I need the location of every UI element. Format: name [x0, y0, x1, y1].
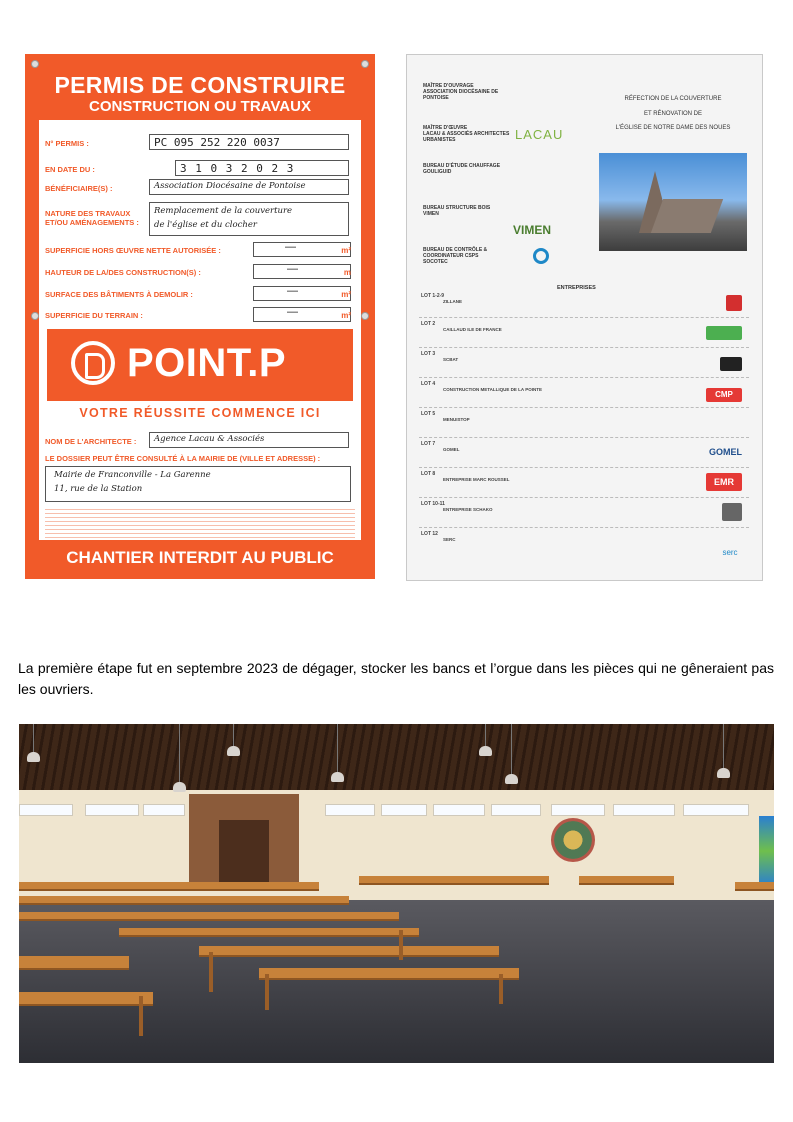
- measure-box: [253, 264, 351, 279]
- project-role: [423, 205, 513, 217]
- window: [491, 804, 541, 816]
- pointp-slogan: VOTRE RÉUSSITE COMMENCE ICI: [79, 406, 321, 420]
- role-company: VIMEN: [423, 211, 439, 217]
- divider: [419, 347, 749, 348]
- lot-company: ENTREPRISE MARC ROUSSEL: [443, 477, 510, 482]
- consult-line-2: 11, rue de la Station: [54, 484, 143, 494]
- dash-mark: —: [287, 263, 298, 275]
- permit-subtitle: CONSTRUCTION OU TRAVAUX: [89, 98, 311, 115]
- dash-mark: —: [287, 285, 298, 297]
- hanging-lamp-icon: [233, 724, 234, 746]
- measure-box: [253, 242, 351, 257]
- vimen-logo: VIMEN: [513, 223, 552, 237]
- divider: [419, 497, 749, 498]
- permit-date-value: 3 1 0 3 2 0 2 3: [175, 160, 349, 176]
- window: [613, 804, 675, 816]
- divider: [419, 527, 749, 528]
- hanging-lamp-icon: [511, 724, 512, 774]
- pew: [259, 968, 519, 980]
- measure-box: [253, 307, 351, 322]
- project-role: [423, 163, 513, 175]
- consult-line-1: Mairie de Franconville - La Garenne: [54, 470, 211, 480]
- beneficiary-label: BÉNÉFICIAIRE(S) :: [45, 184, 113, 193]
- window: [433, 804, 485, 816]
- lot-company-logo-icon: [706, 326, 742, 340]
- hanging-lamp-icon: [179, 724, 180, 782]
- pew: [19, 956, 129, 970]
- wall-medallion: [551, 818, 595, 862]
- project-title-line-2: ET RÉNOVATION DE: [643, 111, 702, 117]
- project-role: [423, 83, 513, 101]
- emr-logo: EMR: [706, 473, 742, 491]
- hanging-lamp-icon: [337, 724, 338, 772]
- lot-company: MENUISTOP: [443, 417, 470, 422]
- church-floor: [19, 900, 774, 1063]
- lot-company: SCBAT: [443, 357, 459, 362]
- pointp-advert: [47, 329, 353, 401]
- lot-number: LOT 1-2-9: [421, 293, 445, 299]
- role-title: BUREAU DE CONTRÔLE & COORDINATEUR CSPS: [423, 247, 488, 259]
- role-title: BUREAU STRUCTURE BOIS: [423, 205, 491, 211]
- pew: [19, 896, 349, 905]
- permit-date-label: EN DATE DU :: [45, 165, 95, 174]
- screw-icon: [361, 60, 369, 68]
- lot-company: ENTREPRISE SCHAKO: [443, 507, 493, 512]
- lot-number: LOT 10-11: [421, 501, 445, 507]
- pew: [199, 946, 499, 957]
- role-title: BUREAU D'ÉTUDE CHAUFFAGE: [423, 163, 501, 169]
- consult-label: LE DOSSIER PEUT ÊTRE CONSULTÉ À LA MAIRIE DE (VILLE ET ADRESSE) :: [45, 454, 321, 463]
- hanging-lamp-icon: [723, 724, 724, 768]
- measure-unit: m²: [341, 246, 351, 255]
- lot-row: [421, 381, 671, 393]
- lot-row: [421, 293, 671, 305]
- screw-icon: [31, 60, 39, 68]
- architect-value: Agence Lacau & Associés: [149, 432, 349, 448]
- screw-icon: [361, 312, 369, 320]
- measure-box: [253, 286, 351, 301]
- project-title-line-1: RÉFECTION DE LA COUVERTURE: [624, 96, 722, 102]
- lot-company: CONSTRUCTION METALLIQUE DE LA POINTE: [443, 387, 542, 392]
- church-interior-photo: [19, 724, 774, 1063]
- measure-unit: m: [343, 268, 351, 277]
- role-title: MAÎTRE D'ŒUVRE: [423, 125, 468, 131]
- lot-row: [421, 471, 671, 483]
- socotec-logo-icon: [533, 248, 549, 264]
- serc-logo: serc: [722, 548, 738, 557]
- pew-leg: [139, 996, 143, 1036]
- lot-number: LOT 7: [421, 441, 436, 447]
- permit-footer: CHANTIER INTERDIT AU PUBLIC: [66, 548, 334, 567]
- lot-number: LOT 8: [421, 471, 436, 477]
- lot-row: [421, 501, 671, 513]
- consult-value: [45, 466, 351, 502]
- church-portal: [189, 794, 299, 886]
- pew: [19, 912, 399, 921]
- lot-row: [421, 411, 671, 423]
- pew-leg: [265, 974, 269, 1010]
- hanging-lamp-icon: [33, 724, 34, 752]
- window: [85, 804, 139, 816]
- role-company: GOULIGUID: [423, 169, 452, 175]
- permit-title: PERMIS DE CONSTRUIRE: [54, 72, 346, 98]
- lot-row: [421, 531, 671, 543]
- permit-number-value: PC 095 252 220 0037: [149, 134, 349, 150]
- window: [143, 804, 185, 816]
- hanging-lamp-icon: [485, 724, 486, 746]
- project-role: [423, 247, 513, 265]
- church-exterior-photo: [599, 153, 747, 251]
- measure-label: SUPERFICIE HORS ŒUVRE NETTE AUTORISÉE :: [45, 246, 221, 255]
- works-nature-line-2: de l'église et du clocher: [154, 220, 257, 230]
- permit-number-label: N° PERMIS :: [45, 139, 89, 148]
- pew-leg: [499, 974, 503, 1004]
- window: [381, 804, 427, 816]
- lot-company-logo-icon: [722, 503, 742, 521]
- lot-company-logo-icon: [726, 295, 742, 311]
- lot-row: [421, 351, 671, 363]
- measure-label: SUPERFICIE DU TERRAIN :: [45, 311, 143, 320]
- pew: [119, 928, 419, 937]
- window: [19, 804, 73, 816]
- entreprises-title: ENTREPRISES: [557, 285, 596, 291]
- works-nature-line-1: Remplacement de la couverture: [154, 206, 293, 216]
- dash-mark: —: [287, 306, 298, 318]
- project-title-line-3: L'ÉGLISE DE NOTRE DAME DES NOUES: [615, 125, 731, 131]
- pew: [735, 882, 774, 891]
- works-nature-value: [149, 202, 349, 236]
- works-nature-label: NATURE DES TRAVAUX ET/OU AMÉNAGEMENTS :: [45, 209, 139, 227]
- measure-unit: m²: [341, 290, 351, 299]
- lot-company: GOMEL: [443, 447, 460, 452]
- lot-company: SERC: [443, 537, 456, 542]
- lot-company: CAILLAUD ILE DE FRANCE: [443, 327, 502, 332]
- divider: [419, 467, 749, 468]
- role-company: SOCOTEC: [423, 259, 448, 265]
- lot-number: LOT 2: [421, 321, 436, 327]
- lot-number: LOT 3: [421, 351, 436, 357]
- role-company: ASSOCIATION DIOCÉSAINE DE PONTOISE: [423, 89, 499, 101]
- beneficiary-value: Association Diocésaine de Pontoise: [149, 179, 349, 195]
- measure-label: HAUTEUR DE LA/DES CONSTRUCTION(S) :: [45, 268, 201, 277]
- pew: [19, 992, 153, 1006]
- project-role: [423, 125, 513, 143]
- pew: [19, 882, 319, 891]
- building-permit-sign: [25, 54, 375, 579]
- project-board: [406, 54, 763, 581]
- legal-fine-print: [45, 509, 355, 539]
- divider: [419, 437, 749, 438]
- lot-row: [421, 441, 671, 453]
- divider: [419, 377, 749, 378]
- divider: [419, 317, 749, 318]
- lot-row: [421, 321, 671, 333]
- measure-unit: m²: [341, 311, 351, 320]
- lot-number: LOT 5: [421, 411, 436, 417]
- pointp-brand: POINT.P: [127, 341, 287, 385]
- dash-mark: —: [285, 241, 296, 253]
- lacau-logo: LACAU: [515, 127, 564, 142]
- wooden-ceiling: [19, 724, 774, 790]
- lot-number: LOT 4: [421, 381, 436, 387]
- architect-label: NOM DE L'ARCHITECTE :: [45, 437, 137, 446]
- screw-icon: [31, 312, 39, 320]
- role-company: LACAU & ASSOCIÉS ARCHITECTES URBANISTES: [423, 131, 510, 143]
- pointp-logo-icon: [71, 341, 115, 385]
- window: [325, 804, 375, 816]
- divider: [419, 407, 749, 408]
- lot-number: LOT 12: [421, 531, 438, 537]
- stained-glass-window: [759, 816, 774, 886]
- pew-leg: [399, 930, 403, 960]
- gomel-logo: GOMEL: [709, 447, 742, 457]
- pew-leg: [209, 952, 213, 992]
- measure-label: SURFACE DES BÂTIMENTS À DEMOLIR :: [45, 290, 193, 299]
- lot-company-logo-icon: [720, 357, 742, 371]
- caption-paragraph: La première étape fut en septembre 2023 de dégager, stocker les bancs et l’orgue dans les pièces qui ne gêneraient pas les ouvriers.: [18, 660, 774, 697]
- window: [551, 804, 605, 816]
- window: [683, 804, 749, 816]
- role-title: MAÎTRE D'OUVRAGE: [423, 83, 474, 89]
- pew: [579, 876, 674, 885]
- pew: [359, 876, 549, 885]
- lot-company: ZILLANE: [443, 299, 462, 304]
- cmp-logo: CMP: [706, 388, 742, 402]
- church-roof: [651, 199, 723, 233]
